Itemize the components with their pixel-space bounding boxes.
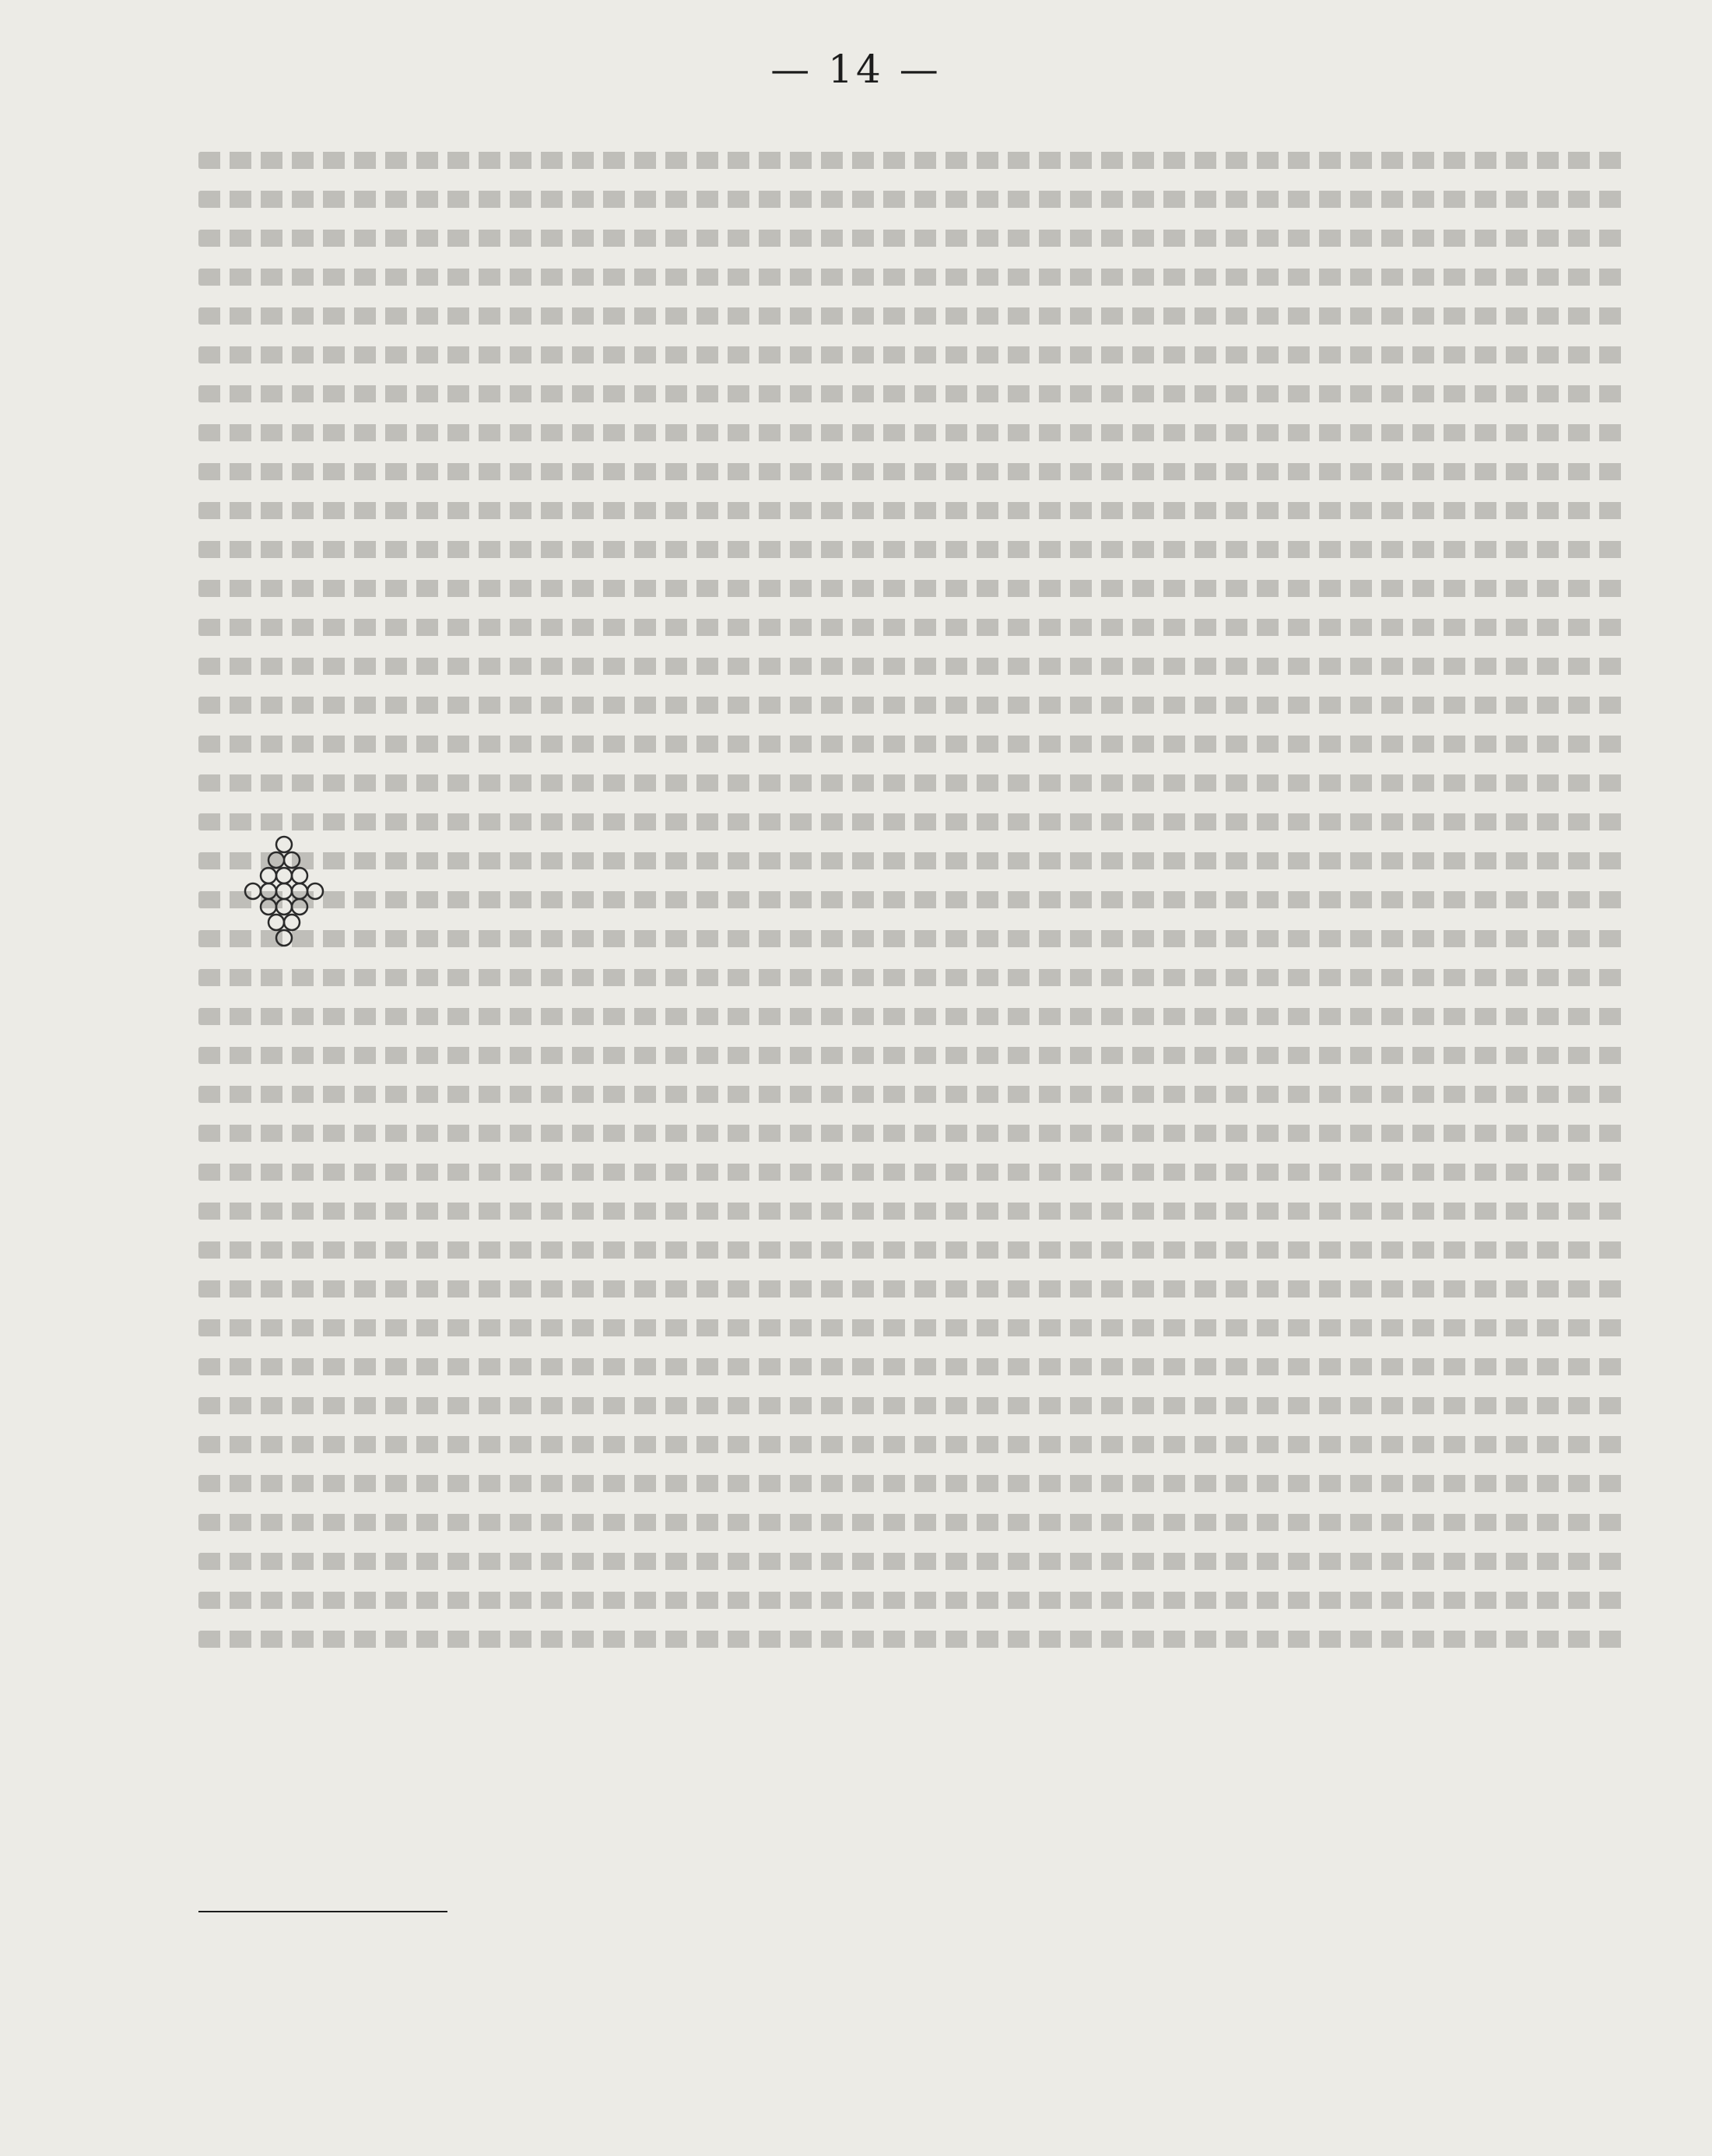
molecule-diagram bbox=[233, 833, 335, 957]
page-number: — 14 — bbox=[770, 47, 942, 92]
main-text-continued bbox=[198, 1191, 1630, 1658]
main-text bbox=[198, 140, 1630, 1191]
footnote-rule bbox=[198, 1911, 447, 1912]
